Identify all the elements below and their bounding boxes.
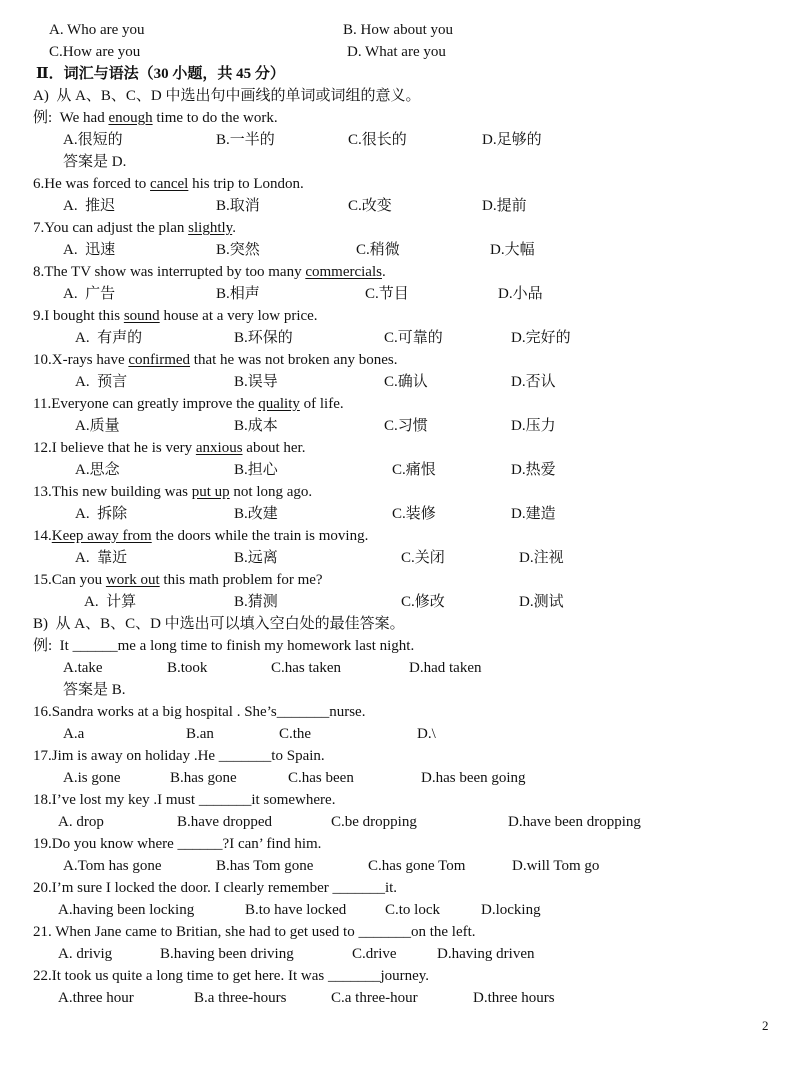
q14-option-d: D.注视 [519,550,564,566]
q7-option-a: A. 迅速 [63,242,116,258]
q12-option-c: C.痛恨 [392,462,436,478]
q10-option-c: C.确认 [384,374,428,390]
q9-option-d: D.完好的 [511,330,571,346]
q5-option-a: A. Who are you [49,22,145,38]
q20-option-a: A.having been locking [58,902,195,918]
q22-option-d: D.three hours [473,990,555,1006]
q20-option-b: B.to have locked [245,902,347,918]
q13-option-d: D.建造 [511,506,556,522]
q5-option-d: D. What are you [347,44,446,60]
example-a-underlined: enough [108,110,153,126]
page-number: 2 [762,1018,769,1033]
q12-option-a: A.思念 [75,462,120,478]
q8-option-b: B.相声 [216,286,260,302]
q21-option-b: B.having been driving [160,946,294,962]
q9-option-a: A. 有声的 [75,330,143,346]
question-8: 8.The TV show was interrupted by too many commercials. [33,264,386,280]
q13-option-c: C.装修 [392,506,436,522]
q6-option-d: D.提前 [482,198,527,214]
example-a-option-d: D.足够的 [482,132,542,148]
q12-option-b: B.担心 [234,462,278,478]
question-13: 13.This new building was put up not long ago. [33,484,313,500]
q20-option-c: C.to lock [385,902,440,918]
q8-option-c: C.节目 [365,286,409,302]
q12-option-d: D.热爱 [511,462,556,478]
q15-option-d: D.测试 [519,594,564,610]
section-title: Ⅱ．词汇与语法（30 小题，共 45 分） [36,66,285,82]
q18-option-c: C.be dropping [331,814,417,830]
question-15: 15.Can you work out this math problem for me? [33,572,323,588]
q18-option-b: B.have dropped [177,814,272,830]
q10-option-a: A. 预言 [75,374,128,390]
q17-option-d: D.has been going [421,770,526,786]
q19-option-b: B.has Tom gone [216,858,314,874]
q17-option-c: C.has been [288,770,354,786]
q20-option-d: D.locking [481,902,541,918]
q21-option-c: C.drive [352,946,397,962]
q19-option-c: C.has gone Tom [368,858,466,874]
q22-option-c: C.a three-hour [331,990,418,1006]
question-18: 18.I’ve lost my key .I must _______it somewhere. [33,792,336,808]
example-b-option-d: D.had taken [409,660,482,676]
q15-option-b: B.猜测 [234,594,278,610]
q6-option-c: C.改变 [348,198,392,214]
example-b-option-c: C.has taken [271,660,341,676]
q22-option-b: B.a three-hours [194,990,287,1006]
q21-option-a: A. drivig [58,946,113,962]
q14-option-c: C.关闭 [401,550,445,566]
q15-option-c: C.修改 [401,594,445,610]
q17-option-b: B.has gone [170,770,237,786]
example-a-option-a: A.很短的 [63,132,123,148]
q11-option-b: B.成本 [234,418,278,434]
q11-option-d: D.压力 [511,418,556,434]
question-19: 19.Do you know where ______?I can’ find him. [33,836,322,852]
q9-option-c: C.可靠的 [384,330,443,346]
q16-option-d: D.\ [417,726,436,742]
q16-option-c: C.the [279,726,312,742]
part-a-instruction: A) 从 A、B、C、D 中选出句中画线的单词或词组的意义。 [33,88,421,104]
question-9: 9.I bought this sound house at a very low price. [33,308,318,324]
q17-option-a: A.is gone [63,770,121,786]
example-b-answer: 答案是 B. [63,682,126,698]
question-14: 14.Keep away from the doors while the train is moving. [33,528,369,544]
question-6: 6.He was forced to cancel his trip to London. [33,176,304,192]
q22-option-a: A.three hour [58,990,134,1006]
q19-option-d: D.will Tom go [512,858,600,874]
question-22: 22.It took us quite a long time to get here. It was _______journey. [33,968,430,984]
q15-option-a: A. 计算 [84,594,137,610]
question-17: 17.Jim is away on holiday .He _______to Spain. [33,748,325,764]
q8-option-a: A. 广告 [63,286,116,302]
q10-option-b: B.误导 [234,374,278,390]
q16-option-a: A.a [63,726,85,742]
q18-option-a: A. drop [58,814,104,830]
q14-option-a: A. 靠近 [75,550,128,566]
q19-option-a: A.Tom has gone [63,858,162,874]
question-7: 7.You can adjust the plan slightly. [33,220,236,236]
q5-option-b: B. How about you [343,22,453,38]
example-a-answer: 答案是 D. [63,154,127,170]
q11-option-c: C.习惯 [384,418,428,434]
example-a-sentence: 例: We had enough time to do the work. [33,110,278,126]
q10-option-d: D.否认 [511,374,556,390]
q6-option-a: A. 推迟 [63,198,116,214]
part-b-instruction: B) 从 A、B、C、D 中选出可以填入空白处的最佳答案。 [33,616,405,632]
question-10: 10.X-rays have confirmed that he was not broken any bones. [33,352,398,368]
q18-option-d: D.have been dropping [508,814,641,830]
example-b-option-b: B.took [167,660,208,676]
example-a-option-b: B.一半的 [216,132,275,148]
q14-option-b: B.远离 [234,550,278,566]
q16-option-b: B.an [186,726,214,742]
q11-option-a: A.质量 [75,418,120,434]
example-a-option-c: C.很长的 [348,132,407,148]
q7-option-d: D.大幅 [490,242,535,258]
q9-option-b: B.环保的 [234,330,293,346]
q6-option-b: B.取消 [216,198,260,214]
q7-option-b: B.突然 [216,242,260,258]
question-16: 16.Sandra works at a big hospital . She’s_______nurse. [33,704,366,720]
q13-option-a: A. 拆除 [75,506,128,522]
q5-option-c: C.How are you [49,44,141,60]
q13-option-b: B.改建 [234,506,278,522]
question-21: 21. When Jane came to Britian, she had to get used to _______on the left. [33,924,476,940]
q7-option-c: C.稍微 [356,242,400,258]
example-b-option-a: A.take [63,660,103,676]
question-12: 12.I believe that he is very anxious about her. [33,440,306,456]
question-11: 11.Everyone can greatly improve the quality of life. [33,396,344,412]
q21-option-d: D.having driven [437,946,535,962]
q8-option-d: D.小品 [498,286,543,302]
example-b-sentence: 例: It ______me a long time to finish my homework last night. [33,638,415,654]
question-20: 20.I’m sure I locked the door. I clearly remember _______it. [33,880,398,896]
